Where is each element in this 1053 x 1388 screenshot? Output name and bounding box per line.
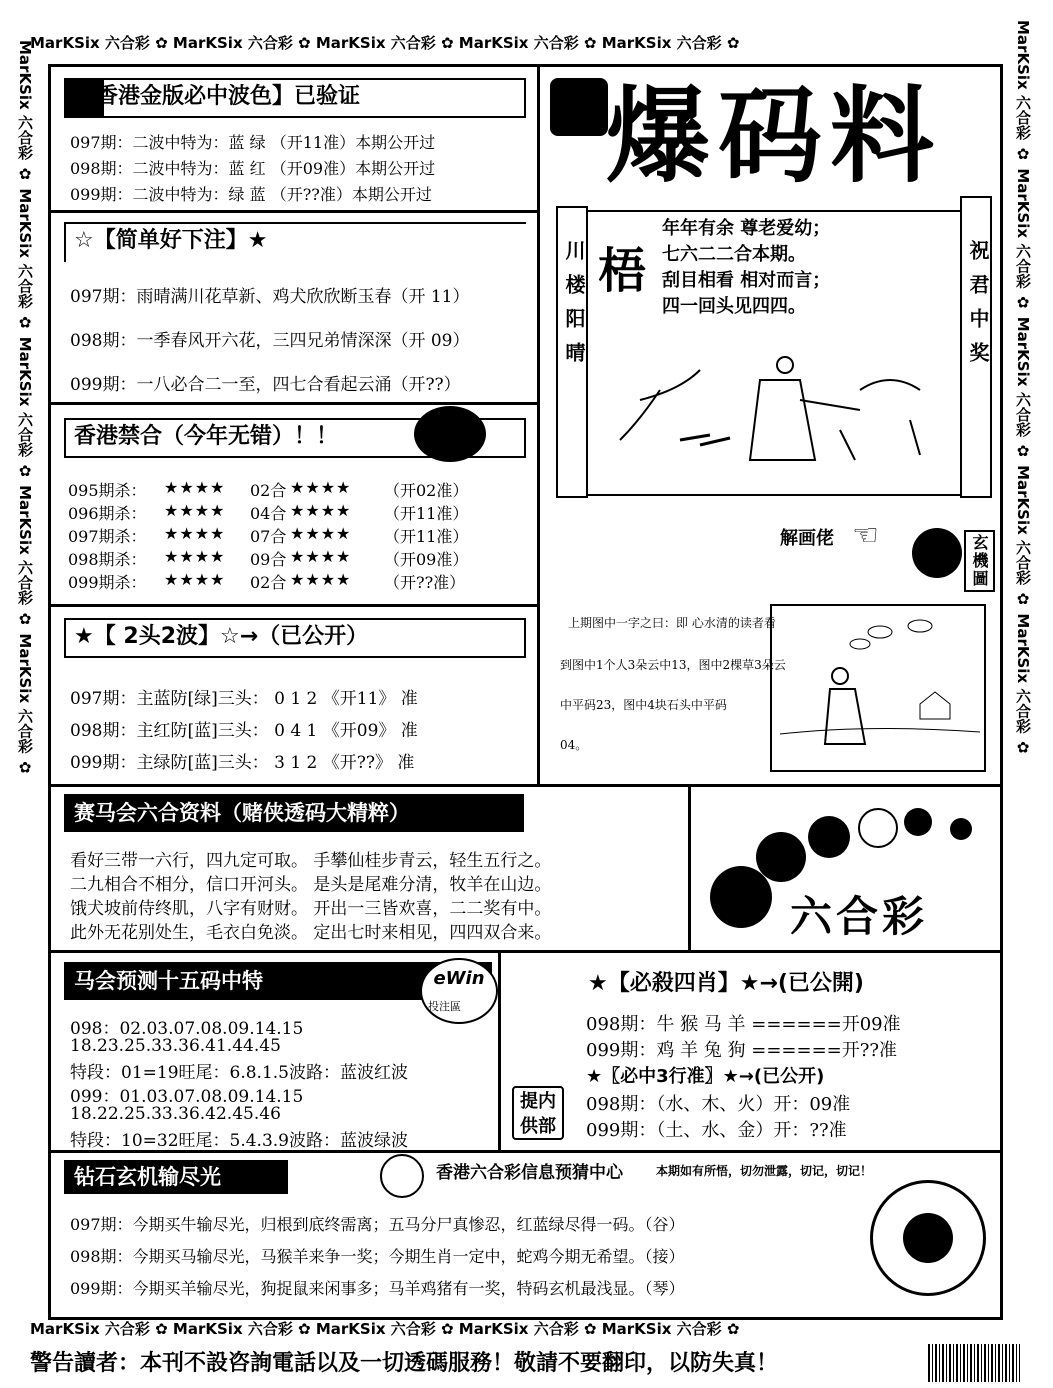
divider-3 [48,604,540,607]
sec6-line-3: 特段：01=19旺尾：6.8.1.5波路：蓝波红波 [70,1063,408,1083]
sec3-row-result: （开11准） [384,504,469,523]
sec4-line-2: 098期：主红防[蓝]三头： 0 4 1 《开09》 准 [70,721,418,741]
hint-line-2: 到图中1个人3朵云中13，图中2棵草3朵云 [560,658,786,672]
poem-line-4: 四一回头见四四。 [662,296,806,317]
poem-line-1: 年年有余 尊老爱幼； [662,218,831,239]
hint-line-1: 上期图中一字之曰：即 心水清的读者看 [568,616,776,630]
sec3-row-num: 09合 [250,550,287,569]
pointing-hand-icon: ☜ [852,518,879,553]
sec2-title: ☆【简单好下注】★ [64,222,526,262]
sec6-title: 马会预测十五码中特 [64,962,492,1000]
barcode [928,1344,1020,1382]
sec2-line-1: 097期：雨晴满川花草新、鸡犬欣欣断玉春（开 11） [70,287,470,307]
compass-icon [380,1154,424,1198]
poem-big-char: 梧 [598,243,647,299]
sec3-row-result: （开02准） [384,481,469,500]
ewin-sub: 投注區 [428,1000,461,1013]
sec8-line-3: 099期：今期买羊输尽光，狗捉鼠来闲事多；马羊鸡猪有一奖，特码玄机最浅显。（琴） [70,1279,685,1298]
top-border-strip: MarKSix 六合彩 ✿ MarKSix 六合彩 ✿ MarKSix 六合彩 ✿ MarKSix 六合彩 ✿ MarKSix 六合彩 ✿ [30,34,740,52]
sec4-title: ★【 2头2波】☆→（已公开） [64,618,526,658]
scroll-illustration [600,340,950,490]
sec7-line-3: 098期：（水、木、火）开：09准 [586,1094,851,1115]
sec3-row-label: 097期杀： [68,527,147,546]
bottom-border-strip: MarKSix 六合彩 ✿ MarKSix 六合彩 ✿ MarKSix 六合彩 ✿ MarKSix 六合彩 ✿ MarKSix 六合彩 ✿ [30,1320,740,1338]
sec3-row-result: （开??准） [384,573,466,592]
hk-seal [870,1180,986,1296]
lhc-ball-4 [858,808,898,848]
sec8-line-1: 097期：今期买牛输尽光，归根到底终需离；五马分尸真惨忍，红蓝绿尽得一码。（谷） [70,1215,685,1234]
sec7-subtitle: ★〖必中3行准〗★→(已公开) [586,1066,825,1087]
sec3-row-label: 095期杀： [68,481,147,500]
divider-2 [48,402,540,405]
sec4-line-1: 097期：主蓝防[绿]三头： 0 1 2 《开11》 准 [70,689,418,709]
lhc-ball-3 [808,816,850,858]
lhc-ball-2 [756,832,806,882]
hint-line-4: 04。 [560,738,588,752]
column-divider-2 [498,950,501,1150]
sec3-row-stars-right: ★★★★ [290,478,352,497]
sec3-row-result: （开11准） [384,527,469,546]
left-border-strip: MarKSix 六合彩 ✿ MarKSix 六合彩 ✿ MarKSix 六合彩 ✿ MarKSix 六合彩 ✿ MarKSix 六合彩 ✿ [16,40,34,777]
sec5-line-3: 饿犬坡前侍终肌，八字有财财。 开出一三皆欢喜，二二奖有中。 [70,899,552,919]
sec6-line-4: 099：01.03.07.08.09.14.15 [70,1087,304,1107]
divider-4 [48,784,1003,787]
lhc-ball-6 [950,818,972,840]
lhc-ball-5 [904,808,932,836]
sec3-row-stars-left: ★★★★ [164,478,226,497]
ewin-logo: eWin [420,958,498,1024]
sec4-line-3: 099期：主绿防[蓝]三头： 3 1 2 《开??》 准 [70,753,415,773]
xuanji-label: 玄機圖 [964,530,995,592]
tinei-badge: 提内供部 [512,1086,564,1140]
sec5-title: 赛马会六合资料（赌侠透码大精粹） [64,794,524,832]
sec3-row-label: 096期杀： [68,504,147,523]
sec8-banner-sub: 本期如有所悟，切勿泄露，切记，切记！ [656,1164,873,1178]
sec3-row-stars-left: ★★★★ [164,501,226,520]
sec1-title: 【香港金版必中波色】已验证 [64,78,526,118]
sec8-line-2: 098期：今期买马输尽光，马猴羊来争一奖；今期生肖一定中，蛇鸡今期无希望。（接） [70,1247,685,1266]
sec1-line-3: 099期：二波中特为：绿 蓝 （开??准）本期公开过 [70,185,432,204]
sec3-row-num: 02合 [250,573,287,592]
sec3-row-result: （开09准） [384,550,469,569]
logo-title: 爆码料 [606,75,943,197]
sec3-row-label: 099期杀： [68,573,147,592]
divider-5 [48,950,1003,953]
sec5-line-1: 看好三带一六行，四九定可取。 手攀仙桂步青云，轻生五行之。 [70,851,552,871]
ship-logo-icon [550,78,608,136]
sec3-row-stars-left: ★★★★ [164,547,226,566]
poem-line-3: 刮目相看 相对而言； [662,270,831,291]
sec8-title: 钻石玄机输尽光 [64,1160,288,1194]
sec3-row-stars-right: ★★★★ [290,570,352,589]
sec7-line-2: 099期：鸡 羊 兔 狗 ======开??准 [586,1040,898,1061]
sec2-line-2: 098期：一季春风开六花，三四兄弟情深深（开 09） [70,331,470,351]
poem-left-vertical: 川楼阳晴 [562,240,586,376]
sec3-row-num: 04合 [250,504,287,523]
sec6-line-5: 18.22.25.33.36.42.45.46 [70,1104,281,1124]
sec7-title: ★【必殺四肖】★→(已公開) [588,971,864,996]
sec1-line-1: 097期：二波中特为：蓝 绿 （开11准）本期公开过 [70,133,436,152]
lhc-ball-1 [710,866,772,928]
sec3-row-num: 07合 [250,527,287,546]
sec1-line-2: 098期：二波中特为：蓝 红 （开09准）本期公开过 [70,159,436,178]
poem-line-2: 七六二二合本期。 [662,244,806,265]
footer-warning: 警告讀者：本刊不設咨詢電話以及一切透碼服務！敬請不要翻印，以防失真！ [30,1351,779,1376]
sec5-line-4: 此外无花别处生，毛衣白免淡。 定出七时来相见，四四双合来。 [70,923,552,943]
sec3-row-stars-left: ★★★★ [164,524,226,543]
column-divider-3 [688,784,691,950]
column-divider [537,64,540,784]
sec3-row-stars-left: ★★★★ [164,570,226,589]
xuanji-swirl-icon [912,528,962,578]
fish-logo-icon [414,406,486,462]
sec3-row-stars-right: ★★★★ [290,524,352,543]
sec3-row-stars-right: ★★★★ [290,547,352,566]
sec6-line-6: 特段：10=32旺尾：5.4.3.9波路：蓝波绿波 [70,1131,408,1151]
sec6-line-2: 18.23.25.33.36.41.44.45 [70,1036,281,1056]
sec3-row-stars-right: ★★★★ [290,501,352,520]
sec3-row-num: 02合 [250,481,287,500]
sec2-line-3: 099期：一八必合二一至，四七合看起云涌（开??） [70,375,461,395]
sec7-line-1: 098期：牛 猴 马 羊 ======开09准 [586,1014,901,1035]
sec7-line-4: 099期：（土、水、金）开：??准 [586,1120,847,1141]
sec3-title: 香港禁合（今年无错）！！ [64,418,526,458]
right-border-strip: MarKSix 六合彩 ✿ MarKSix 六合彩 ✿ MarKSix 六合彩 ✿ MarKSix 六合彩 ✿ MarKSix 六合彩 ✿ [1014,20,1032,757]
bauhinia-icon [903,1213,953,1263]
sec6-line-1: 098：02.03.07.08.09.14.15 [70,1019,304,1039]
poem-right-vertical: 祝君中奖 [966,240,990,376]
sec8-banner-main: 香港六合彩信息预猜中心 [436,1163,623,1183]
hint-illustration [770,604,986,772]
sec3-row-label: 098期杀： [68,550,147,569]
divider-1 [48,210,540,213]
hint-line-3: 中平码23，图中4块石头中平码 [560,698,727,712]
sec5-line-2: 二九相合不相分，信口开河头。 是头是尾难分清，牧羊在山边。 [70,875,552,895]
lhc-text: 六合彩 [790,892,929,941]
jie-label: 解画佬 [780,528,834,549]
